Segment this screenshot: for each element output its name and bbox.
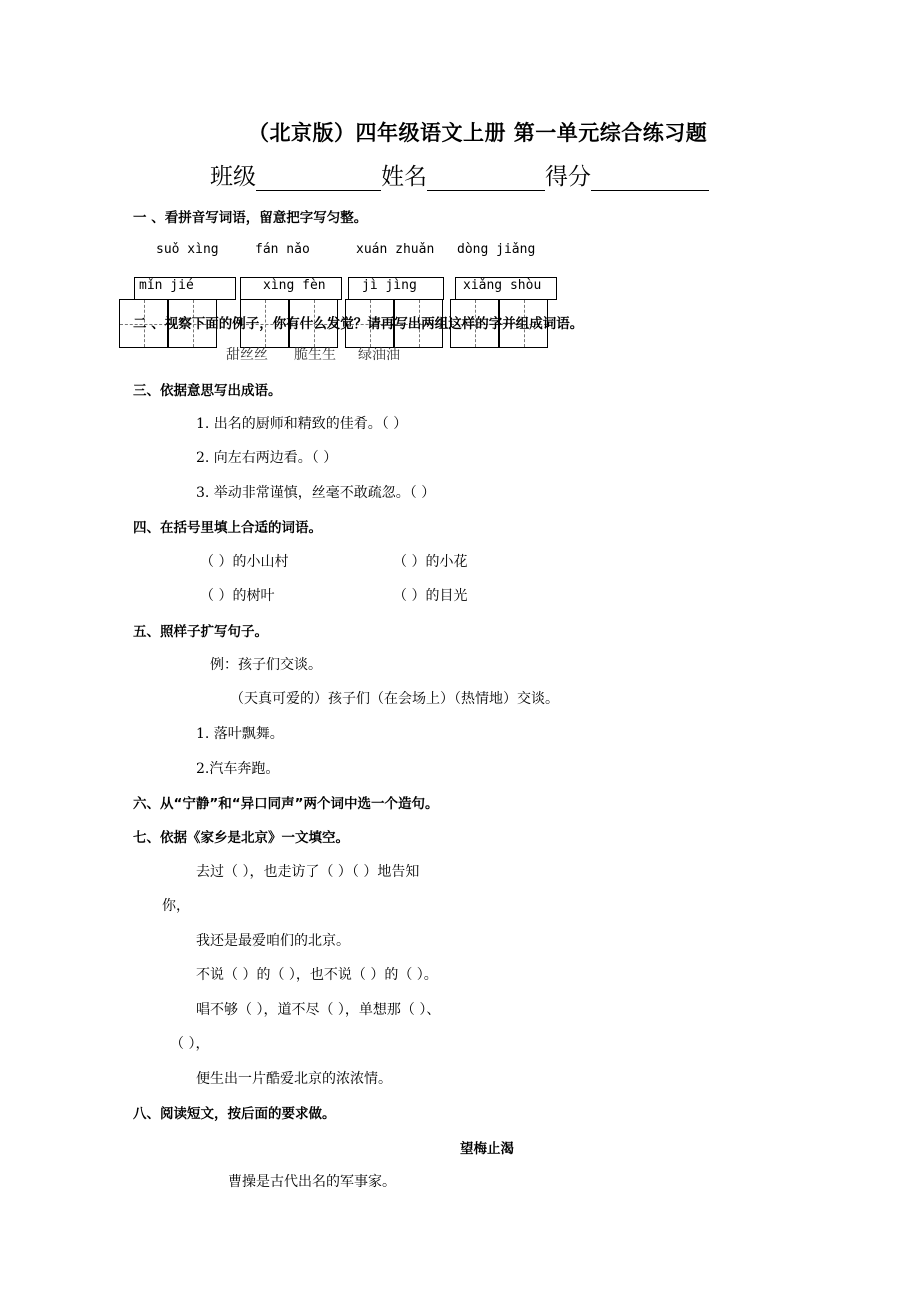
idiom-item-2: 2. 向左右两边看。（ ）	[196, 450, 338, 466]
pinyin-fannao: fán nǎo	[255, 242, 310, 257]
section-3-heading: 三、依据意思写出成语。	[133, 383, 282, 399]
section-8-heading: 八、阅读短文，按后面的要求做。	[133, 1106, 336, 1122]
student-info-line	[210, 158, 709, 191]
score-label: 得分	[545, 164, 591, 190]
example-word: 绿油油	[358, 347, 400, 363]
passage-fill-line-3: 不说（ ）的（ ），也不说（ ）的（ ）。	[196, 967, 438, 983]
pinyin-jijing: jì jìng	[362, 278, 417, 293]
passage-fill-line-1: 去过（ ），也走访了（ ）（ ）地告知	[196, 864, 420, 880]
class-label: 班级	[210, 164, 256, 190]
pinyin-xuanzhuan: xuán zhuǎn	[356, 242, 435, 257]
idiom-item-3: 3. 举动非常谨慎，丝毫不敢疏忽。（ ）	[196, 485, 436, 501]
pinyin-xiangshou: xiǎng shòu	[463, 278, 542, 293]
story-first-line: 曹操是古代出名的军事家。	[228, 1174, 396, 1190]
class-blank[interactable]	[256, 164, 381, 191]
score-blank[interactable]	[591, 164, 709, 191]
section-4-heading: 四、在括号里填上合适的词语。	[133, 520, 322, 536]
section-1-heading: 一 、看拼音写词语，留意把字写匀整。	[133, 210, 368, 226]
passage-fill-line-2: 我还是最爱咱们的北京。	[196, 933, 350, 949]
expand-example-result: （天真可爱的）孩子们（在会场上）（热情地）交谈。	[230, 691, 559, 707]
idiom-item-1: 1. 出名的厨师和精致的佳肴。（ ）	[196, 416, 408, 432]
pinyin-minjie: mǐn jié	[139, 278, 194, 293]
page-title: （北京版）四年级语文上册 第一单元综合练习题	[248, 120, 708, 145]
pinyin-xingfen: xìng fèn	[263, 278, 326, 293]
passage-fill-line-4b: （ ），	[170, 1036, 210, 1052]
passage-fill-line-5: 便生出一片酷爱北京的浓浓情。	[196, 1071, 392, 1087]
story-title: 望梅止渴	[460, 1141, 514, 1157]
expand-item-1: 1. 落叶飘舞。	[196, 726, 284, 742]
passage-fill-line-1b: 你，	[162, 898, 190, 914]
example-word: 甜丝丝	[226, 347, 268, 363]
section-2-heading: 二 、视察下面的例子，你有什么发觉？请再写出两组这样的字并组成词语。	[133, 316, 584, 332]
passage-fill-line-4: 唱不够（ ），道不尽（ ），单想那（ ）、	[196, 1002, 441, 1018]
fill-phrase: （ ）的树叶	[200, 588, 275, 604]
example-word: 脆生生	[294, 347, 336, 363]
fill-phrase: （ ）的小山村	[200, 554, 289, 570]
pinyin-dongjiang: dòng jiǎng	[457, 242, 536, 257]
section-6-heading: 六、从“宁静”和“异口同声”两个词中选一个造句。	[133, 796, 439, 812]
pinyin-suoxing: suǒ xìng	[156, 242, 219, 257]
section-5-heading: 五、照样子扩写句子。	[133, 624, 268, 640]
expand-item-2: 2.汽车奔跑。	[196, 761, 280, 777]
section-7-heading: 七、依据《家乡是北京》一文填空。	[133, 830, 349, 846]
name-label: 姓名	[381, 164, 427, 190]
fill-phrase: （ ）的目光	[393, 588, 468, 604]
fill-phrase: （ ）的小花	[393, 554, 468, 570]
expand-example: 例：孩子们交谈。	[210, 657, 322, 673]
name-blank[interactable]	[427, 164, 545, 191]
